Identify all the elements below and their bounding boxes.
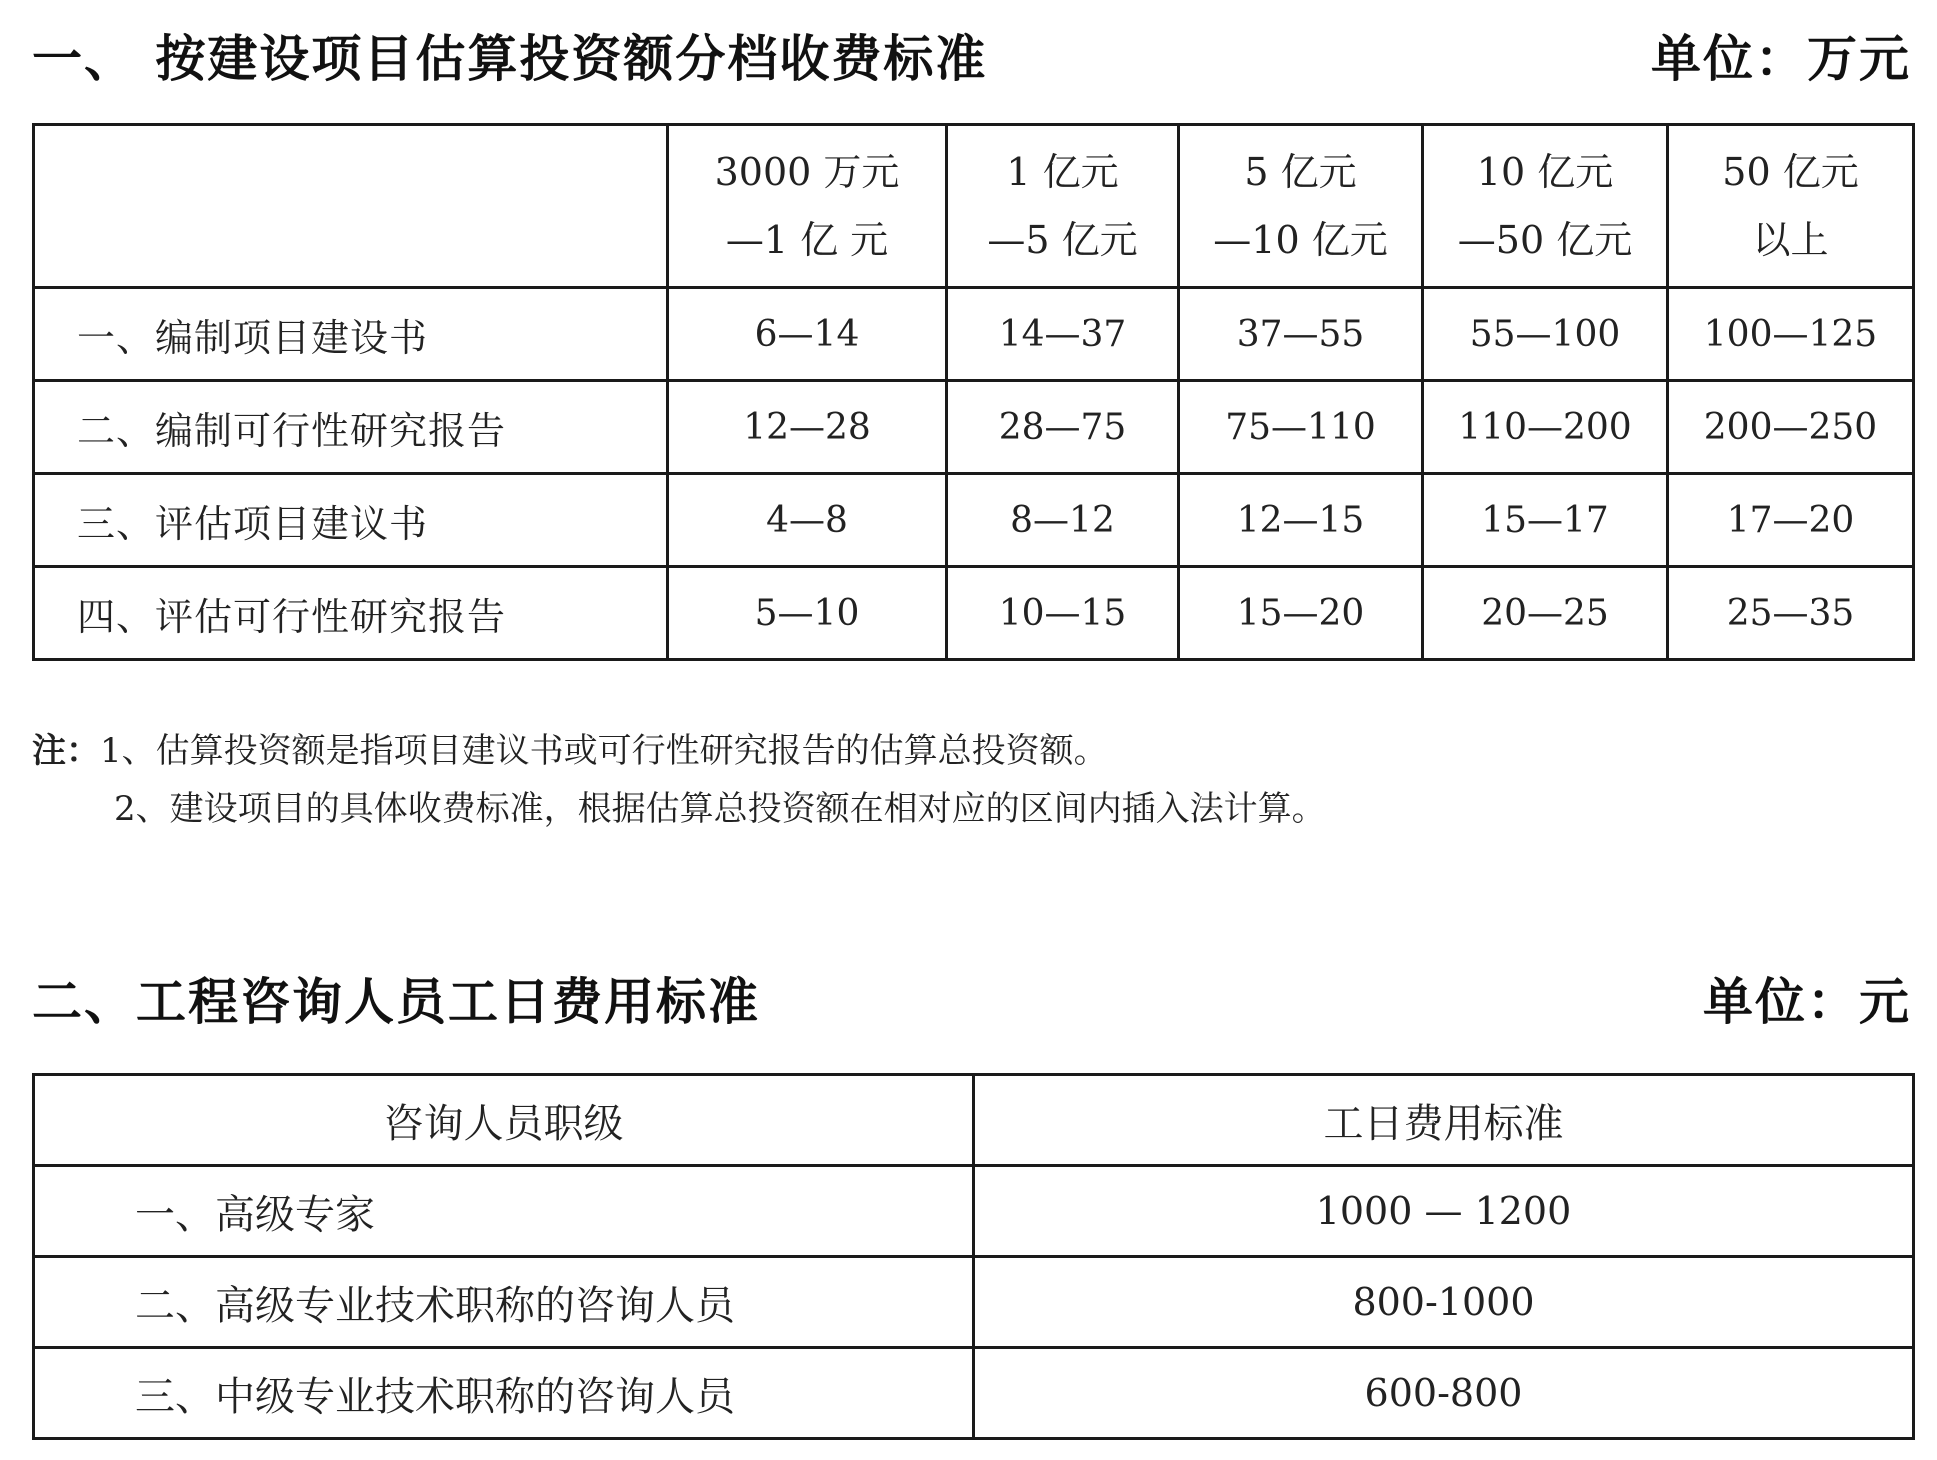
table-cell: 55—100 xyxy=(1423,288,1668,381)
note-text: 1、估算投资额是指项目建议书或可行性研究报告的估算总投资额。 xyxy=(100,731,1108,771)
table-cell: 8—12 xyxy=(947,474,1179,567)
daily-fee: 1000 — 1200 xyxy=(974,1166,1914,1257)
table-cell: 6—14 xyxy=(668,288,947,381)
row-label: 三、评估项目建议书 xyxy=(34,474,668,567)
column-header: 50 亿元 以上 xyxy=(1668,125,1914,288)
section2-unit: 单位：元 xyxy=(1703,973,1911,1031)
column-header: 5 亿元 —10 亿元 xyxy=(1179,125,1423,288)
section1-heading xyxy=(32,20,1911,90)
notes-block xyxy=(32,722,1326,838)
table-row xyxy=(34,1166,1914,1257)
table-row xyxy=(34,567,1914,660)
staff-fee-table xyxy=(32,1073,1915,1440)
staff-level: 二、高级专业技术职称的咨询人员 xyxy=(34,1257,974,1348)
daily-fee: 800-1000 xyxy=(974,1257,1914,1348)
table-cell: 4—8 xyxy=(668,474,947,567)
column-header: 10 亿元 —50 亿元 xyxy=(1423,125,1668,288)
section2-title: 二、工程咨询人员工日费用标准 xyxy=(32,973,760,1031)
table-cell: 14—37 xyxy=(947,288,1179,381)
table-cell: 100—125 xyxy=(1668,288,1914,381)
table-row xyxy=(34,1257,1914,1348)
table-cell: 12—28 xyxy=(668,381,947,474)
table-cell: 75—110 xyxy=(1179,381,1423,474)
note-line-1 xyxy=(32,722,1326,780)
table-cell: 15—20 xyxy=(1179,567,1423,660)
table-cell: 200—250 xyxy=(1668,381,1914,474)
table-cell: 28—75 xyxy=(947,381,1179,474)
column-header: 3000 万元 —1 亿 元 xyxy=(668,125,947,288)
table-cell: 15—17 xyxy=(1423,474,1668,567)
table-row xyxy=(34,288,1914,381)
fee-standard-table xyxy=(32,123,1915,661)
note-text: 2、建设项目的具体收费标准，根据估算总投资额在相对应的区间内插入法计算。 xyxy=(114,789,1326,829)
notes-label: 注： xyxy=(32,731,100,771)
table-cell: 12—15 xyxy=(1179,474,1423,567)
note-line-2 xyxy=(32,780,1326,838)
table-cell: 110—200 xyxy=(1423,381,1668,474)
section1-title: 一、 按建设项目估算投资额分档收费标准 xyxy=(32,30,988,88)
table-cell: 5—10 xyxy=(668,567,947,660)
table-row xyxy=(34,474,1914,567)
table-row xyxy=(34,1348,1914,1439)
column-header: 咨询人员职级 xyxy=(34,1075,974,1166)
table-header-row xyxy=(34,125,1914,288)
daily-fee: 600-800 xyxy=(974,1348,1914,1439)
column-header: 工日费用标准 xyxy=(974,1075,1914,1166)
staff-level: 三、中级专业技术职称的咨询人员 xyxy=(34,1348,974,1439)
corner-cell xyxy=(34,125,668,288)
table-cell: 20—25 xyxy=(1423,567,1668,660)
staff-level: 一、高级专家 xyxy=(34,1166,974,1257)
section2-heading xyxy=(32,960,1911,1036)
row-label: 一、编制项目建设书 xyxy=(34,288,668,381)
row-label: 二、编制可行性研究报告 xyxy=(34,381,668,474)
row-label: 四、评估可行性研究报告 xyxy=(34,567,668,660)
table-cell: 17—20 xyxy=(1668,474,1914,567)
table-row xyxy=(34,381,1914,474)
column-header: 1 亿元 —5 亿元 xyxy=(947,125,1179,288)
table-cell: 25—35 xyxy=(1668,567,1914,660)
section1-unit: 单位：万元 xyxy=(1651,30,1911,88)
table-header-row xyxy=(34,1075,1914,1166)
table-cell: 10—15 xyxy=(947,567,1179,660)
table-cell: 37—55 xyxy=(1179,288,1423,381)
